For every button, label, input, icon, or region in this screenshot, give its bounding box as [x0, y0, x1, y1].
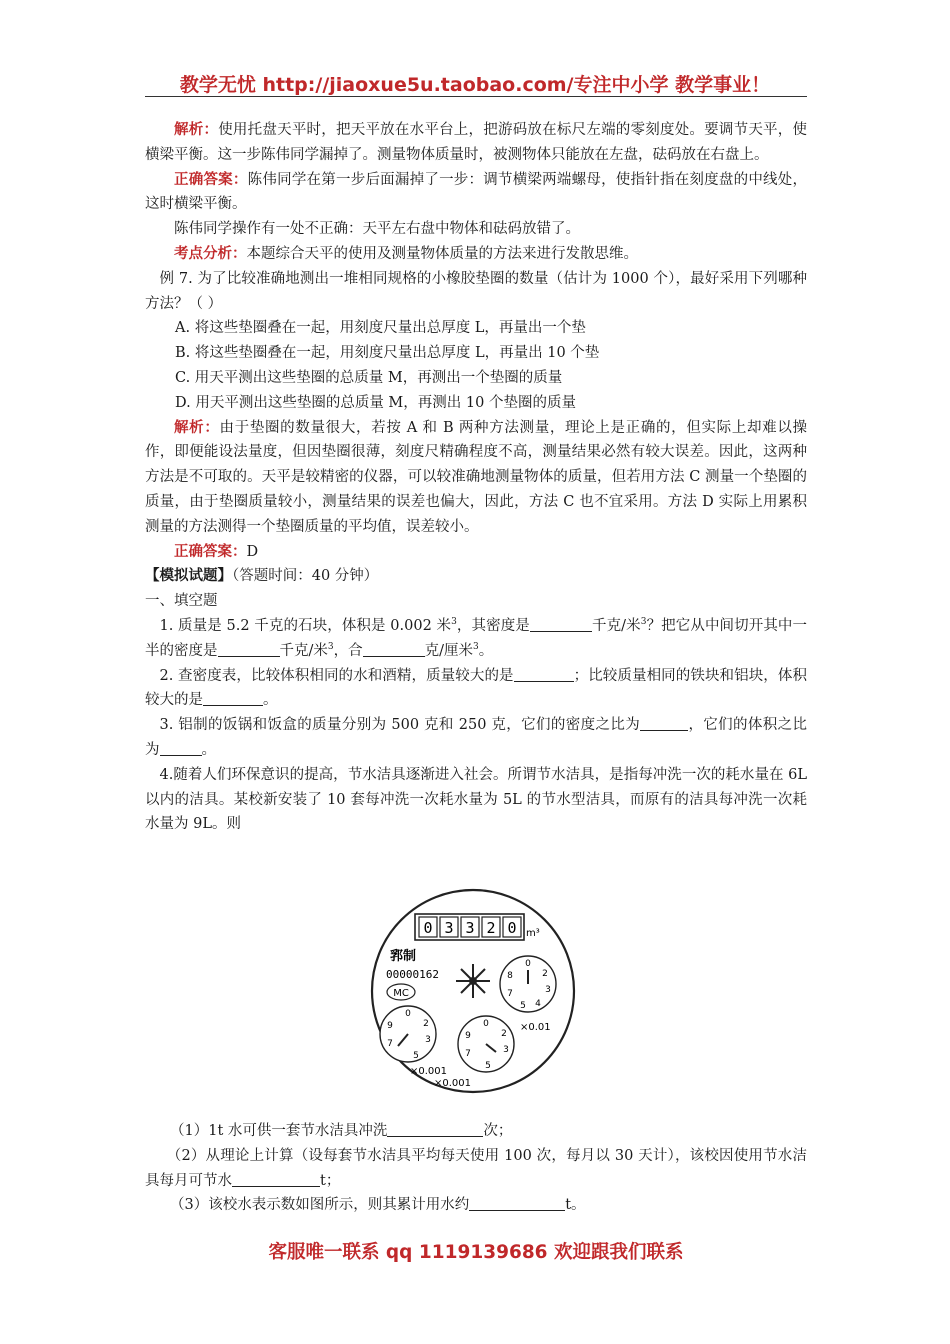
- q2-text-c: 。: [263, 692, 278, 709]
- meter-digit-window: [415, 914, 524, 940]
- q4-sub1-blank[interactable]: [387, 1120, 483, 1137]
- example7-answer-label: 正确答案：: [174, 543, 247, 560]
- q1-blank-3[interactable]: [363, 640, 425, 657]
- svg-text:0: 0: [405, 1009, 411, 1019]
- q1-sup-c: 3: [327, 641, 334, 652]
- meter-serial: 00000162: [386, 968, 439, 981]
- q4-sub2-text: （2）从理论上计算（设每套节水洁具平均每天使用 100 次，每月以 30 天计），该校因使用节水洁具每月可节水: [145, 1147, 807, 1189]
- meter-badge: MC: [393, 988, 409, 999]
- svg-text:0: 0: [483, 1019, 489, 1029]
- q1-text-h: 。: [478, 642, 494, 659]
- svg-text:5: 5: [413, 1051, 419, 1061]
- answer-label: 正确答案：: [174, 171, 248, 188]
- meter-maker: 郛制: [390, 949, 417, 964]
- svg-text:2: 2: [423, 1019, 429, 1029]
- svg-text:4: 4: [535, 999, 541, 1009]
- svg-text:8: 8: [507, 971, 513, 981]
- meter-digit: 3: [465, 919, 475, 937]
- svg-text:7: 7: [387, 1039, 393, 1049]
- q2-text-b: ；比较质量相同的铁块和铝块，体积较大的是: [145, 667, 807, 709]
- water-meter-figure: [368, 886, 578, 1096]
- question-4: 4.随着人们环保意识的提高，节水洁具逐渐进入社会。所谓节水洁具，是指每冲洗一次的耗水量在 6L 以内的洁具。某校新安装了 10 套每冲洗一次耗水量为 5L 的节水型洁具，而原有的洁具每冲洗一次耗水量为 9L。则: [145, 766, 807, 833]
- svg-text:7: 7: [507, 989, 513, 999]
- q4-sub-1: [145, 1119, 807, 1144]
- example7-option-b: B. 将这些垫圈叠在一起，用刻度尺量出总厚度 L，再量出 10 个垫: [175, 345, 600, 362]
- q1-sup-d: 3: [473, 641, 479, 652]
- q1-text-c: 千克/米: [591, 617, 641, 634]
- example7-option-c: C. 用天平测出这些垫圈的总质量 M，再测出一个垫圈的质量: [175, 369, 563, 386]
- meter-digit: 3: [444, 919, 454, 937]
- answer-extra: 陈伟同学操作有一处不正确：天平左右盘中物体和砝码放错了。: [174, 221, 580, 238]
- dial-left-multiplier: ×0.001: [410, 1066, 448, 1077]
- example7-question: 例 7. 为了比较准确地测出一堆相同规格的小橡胶垫圈的数量（估计为 1000 个），最好采用下列哪种方法？（ ）: [145, 270, 807, 312]
- point-paragraph: [145, 242, 807, 267]
- example7-analysis: [145, 416, 807, 540]
- meter-digit: 2: [486, 919, 496, 937]
- q1-text-f: ，合: [333, 642, 363, 659]
- dial-right: [500, 956, 556, 1012]
- q3-text-c: 。: [201, 741, 216, 758]
- dial-right-multiplier: ×0.01: [520, 1022, 551, 1033]
- q1-text-e: 千克/米: [279, 642, 328, 659]
- page-footer: 客服唯一联系 qq 1119139686 欢迎跟我们联系: [268, 1242, 684, 1263]
- point-label: 考点分析：: [174, 245, 247, 262]
- q1-sup-a: 3: [451, 617, 457, 628]
- q1-text-a: 1. 质量是 5.2 千克的石块，体积是 0.002 米: [159, 617, 452, 634]
- q3-blank-2[interactable]: [160, 739, 202, 756]
- mock-title-line: [145, 564, 807, 589]
- meter-digit: 0: [507, 919, 517, 937]
- question-2: [145, 664, 807, 714]
- svg-text:3: 3: [503, 1045, 509, 1055]
- svg-text:5: 5: [520, 1001, 526, 1011]
- dial-middle-multiplier: ×0.001: [434, 1078, 472, 1089]
- question-1: [145, 614, 807, 664]
- q4-sub2-end: t；: [320, 1172, 341, 1189]
- analysis-paragraph: [145, 118, 807, 168]
- q1-sup-b: 3: [640, 617, 647, 628]
- q3-text-a: 3. 铝制的饭锅和饭盒的质量分别为 500 克和 250 克，它们的密度之比为: [159, 717, 641, 734]
- q3-text-b: ，它们的体积之比为: [145, 717, 808, 758]
- dial-left: [380, 1006, 436, 1062]
- svg-text:7: 7: [465, 1049, 471, 1059]
- meter-unit: m³: [526, 928, 540, 939]
- answer-text: 陈伟同学在第一步后面漏掉了一步：调节横梁两端螺母，使指针指在刻度盘的中线处，这时横梁平衡。: [145, 171, 808, 213]
- meter-digit: 0: [423, 919, 433, 937]
- q4-sub1-text: （1）1t 水可供一套节水洁具冲洗: [170, 1123, 388, 1139]
- q4-sub-3: [145, 1193, 807, 1218]
- question-3: [145, 713, 807, 763]
- question-4-subparts: [145, 1119, 807, 1218]
- analysis-text: 使用托盘天平时，把天平放在水平台上，把游码放在标尺左端的零刻度处。要调节天平，使横梁平衡。这一步陈伟同学漏掉了。测量物体质量时，被测物体只能放在左盘，砝码放在右盘上。: [145, 122, 808, 163]
- svg-text:2: 2: [501, 1029, 507, 1039]
- q1-blank-2[interactable]: [218, 640, 280, 657]
- example7-option-d: D. 用天平测出这些垫圈的总质量 M，再测出 10 个垫圈的质量: [175, 394, 576, 411]
- q2-blank-2[interactable]: [203, 689, 263, 706]
- svg-text:2: 2: [542, 969, 548, 979]
- point-text: 本题综合天平的使用及测量物体质量的方法来进行发散思维。: [246, 245, 638, 262]
- svg-text:9: 9: [387, 1021, 393, 1031]
- q4-sub3-blank[interactable]: [469, 1194, 565, 1211]
- svg-text:9: 9: [465, 1031, 471, 1041]
- q1-text-d: ？把它从中间切开其中一半的密度是: [145, 617, 808, 659]
- q2-blank-1[interactable]: [514, 665, 574, 682]
- example7-answer-value: D: [246, 543, 259, 560]
- analysis-label: 解析：: [174, 122, 219, 138]
- q4-sub1-end: 次；: [483, 1123, 513, 1139]
- answer-paragraph: [145, 168, 807, 218]
- example7-option-a: A. 将这些垫圈叠在一起，用刻度尺量出总厚度 L，再量出一个垫: [175, 320, 586, 337]
- mock-time: （答题时间：40 分钟）: [232, 568, 379, 585]
- q4-sub3-text: （3）该校水表示数如图所示，则其累计用水约: [170, 1197, 470, 1214]
- mock-title: 【模拟试题】: [145, 568, 232, 585]
- svg-text:3: 3: [425, 1035, 431, 1045]
- example7-analysis-text: 由于垫圈的数量很大，若按 A 和 B 两种方法测量，理论上是正确的，但实际上却难以操作，即便能设法量度，但因垫圈很薄，刻度尺精确程度不高，测量结果必然有较大误差。因此，这两种方法是不可取的。天平是较精密的仪器，可以较准确地测量物体的质量，但若用方法 C 测量一个垫圈的质量，由于垫圈质量较小，测量结果的误差也偏大，因此，方法 C 也不宜采用。方法 D 实际上用累积测量的方法测得一个垫圈质量的平均值，误差较小。: [145, 419, 808, 535]
- flow-star-wheel: [456, 964, 490, 998]
- q1-text-g: 克/厘米: [424, 642, 474, 659]
- q3-blank-1[interactable]: [640, 714, 688, 731]
- q4-sub-2: [145, 1144, 807, 1194]
- document-body: [145, 118, 807, 837]
- svg-text:0: 0: [525, 959, 531, 969]
- page-header: 教学无忧 http://jiaoxue5u.taobao.com/专注中小学 教学事业！: [179, 74, 771, 96]
- q4-sub2-blank[interactable]: [232, 1170, 320, 1187]
- example7-answer: [145, 540, 807, 565]
- section-title: 一、填空题: [145, 593, 218, 610]
- q4-sub3-end: t。: [565, 1197, 586, 1214]
- svg-text:5: 5: [485, 1061, 491, 1071]
- q1-blank-1[interactable]: [530, 615, 592, 632]
- dial-middle: [458, 1016, 514, 1072]
- example7-analysis-label: 解析：: [174, 419, 220, 436]
- q1-text-b: ，其密度是: [456, 617, 530, 634]
- q2-text-a: 2. 查密度表，比较体积相同的水和酒精，质量较大的是: [159, 667, 514, 684]
- header-divider: [145, 96, 807, 97]
- svg-text:3: 3: [545, 985, 551, 995]
